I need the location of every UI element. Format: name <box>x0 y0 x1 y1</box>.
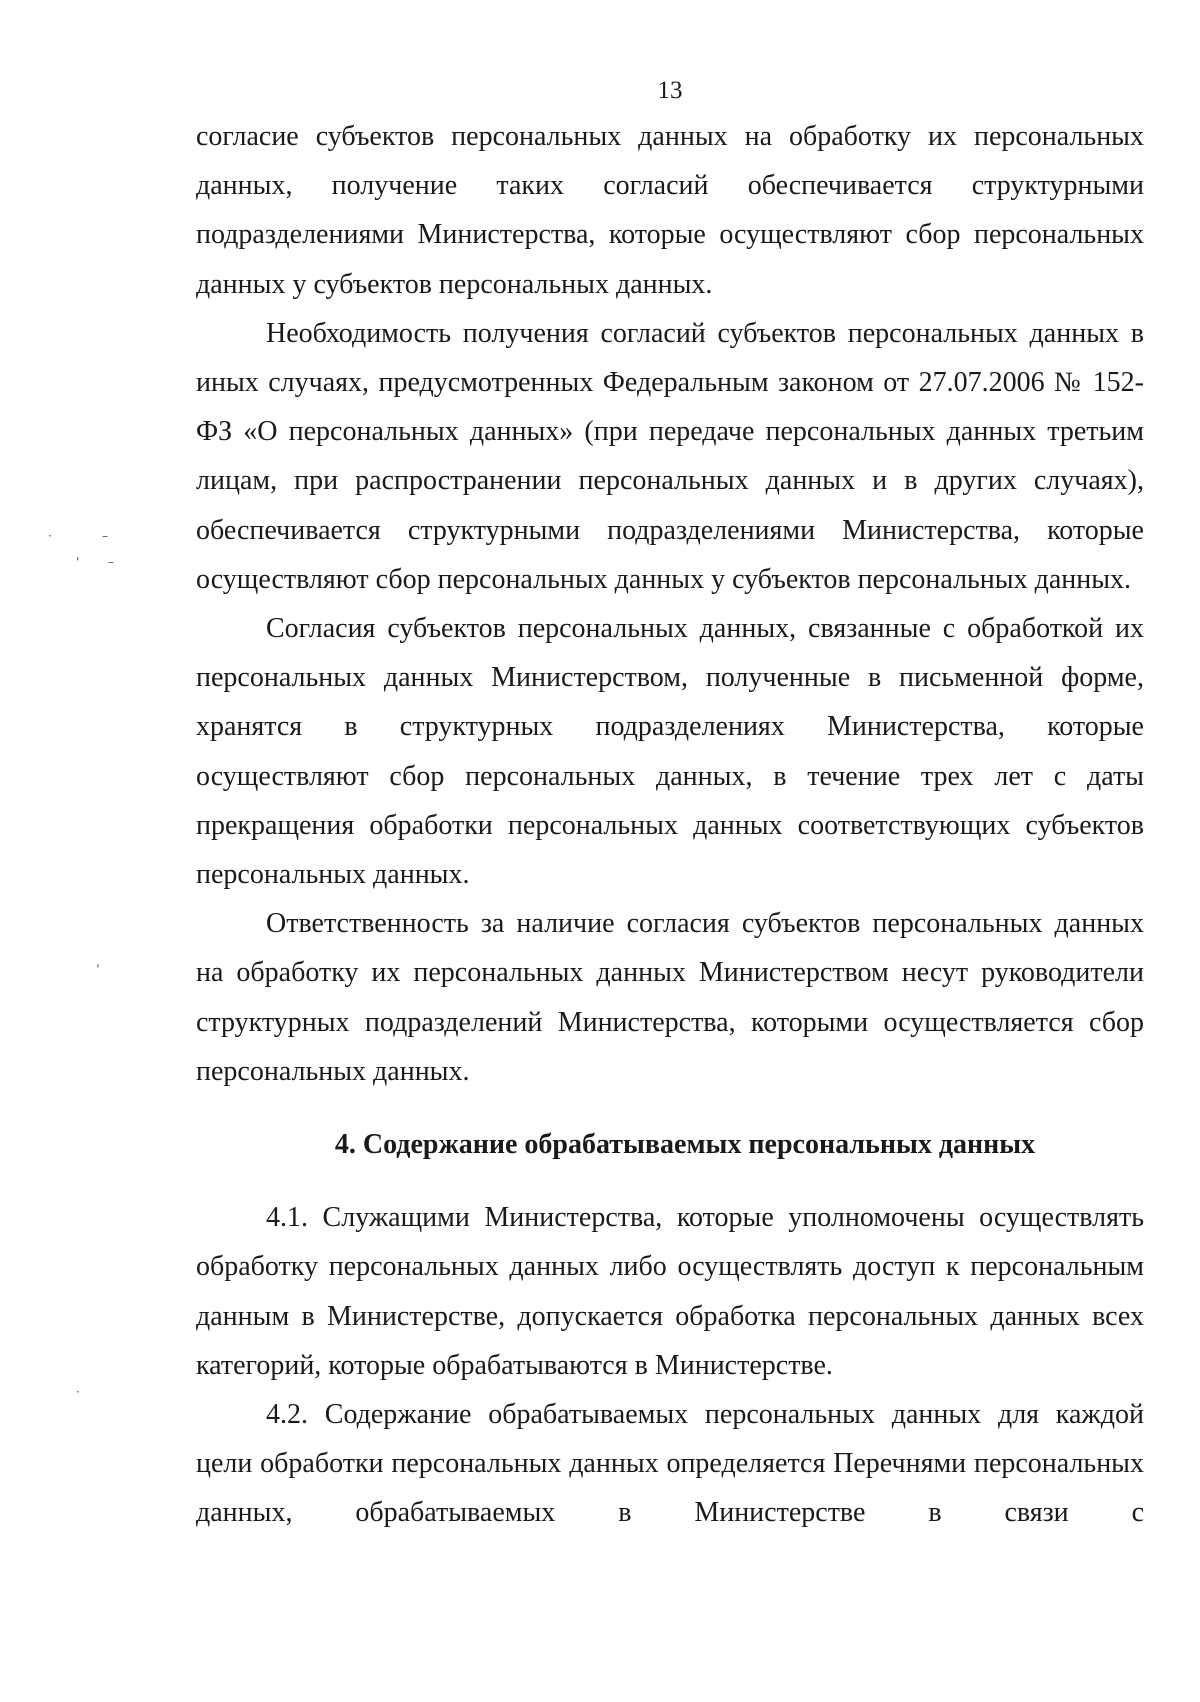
scan-artifact: – <box>108 555 114 569</box>
paragraph-consent-storage: Согласия субъектов персональных данных, связанные с обработкой их персональных данных Министерством, полученные в письменной форме, хранятся в структурных подразделениях Министерства, которые осуществляют сбор персональных данных, в течение трех лет с даты прекращения обработки персональных данных соответствующих субъектов персональных данных. <box>196 613 1144 891</box>
section-heading: 4. Содержание обрабатываемых персональных данных <box>334 1129 1036 1161</box>
paragraph-4-1: 4.1. Служащими Министерства, которые уполномочены осуществлять обработку персональных данных либо осуществлять доступ к персональным данным в Министерстве, допускается обработка персональных данных всех категорий, которые обрабатываются в Министерстве. <box>196 1202 1144 1381</box>
paragraph-4-2: 4.2. Содержание обрабатываемых персональных данных для каждой цели обработки персональных данных определяется Перечнями персональных данных, обрабатываемых в Министерстве в связи с <box>196 1399 1144 1529</box>
page-number: 13 <box>657 77 683 104</box>
scan-artifact: ' <box>76 555 80 569</box>
document-body <box>196 112 1144 1538</box>
scan-artifact: · <box>48 529 52 543</box>
paragraph-consent-other-cases: Необходимость получения согласий субъектов персональных данных в иных случаях, предусмотренных Федеральным законом от 27.07.2006 № 152-ФЗ «О персональных данных» (при передаче персональных данных третьим лицам, при распространении персональных данных и в других случаях), обеспечивается структурными подразделениями Министерства, которые осуществляют сбор персональных данных у субъектов персональных данных. <box>196 317 1144 595</box>
paragraph-responsibility: Ответственность за наличие согласия субъектов персональных данных на обработку их персональных данных Министерством несут руководители структурных подразделений Министерства, которыми осуществляется сбор персональных данных. <box>196 908 1144 1087</box>
scan-artifact: ‚ <box>96 955 100 969</box>
scan-artifact: – <box>102 529 108 543</box>
scan-artifact: · <box>76 1385 80 1399</box>
paragraph-consent-continuation: согласие субъектов персональных данных на обработку их персональных данных, получение таких согласий обеспечивается структурными подразделениями Министерства, которые осуществляют сбор персональных данных у субъектов персональных данных. <box>196 121 1144 300</box>
